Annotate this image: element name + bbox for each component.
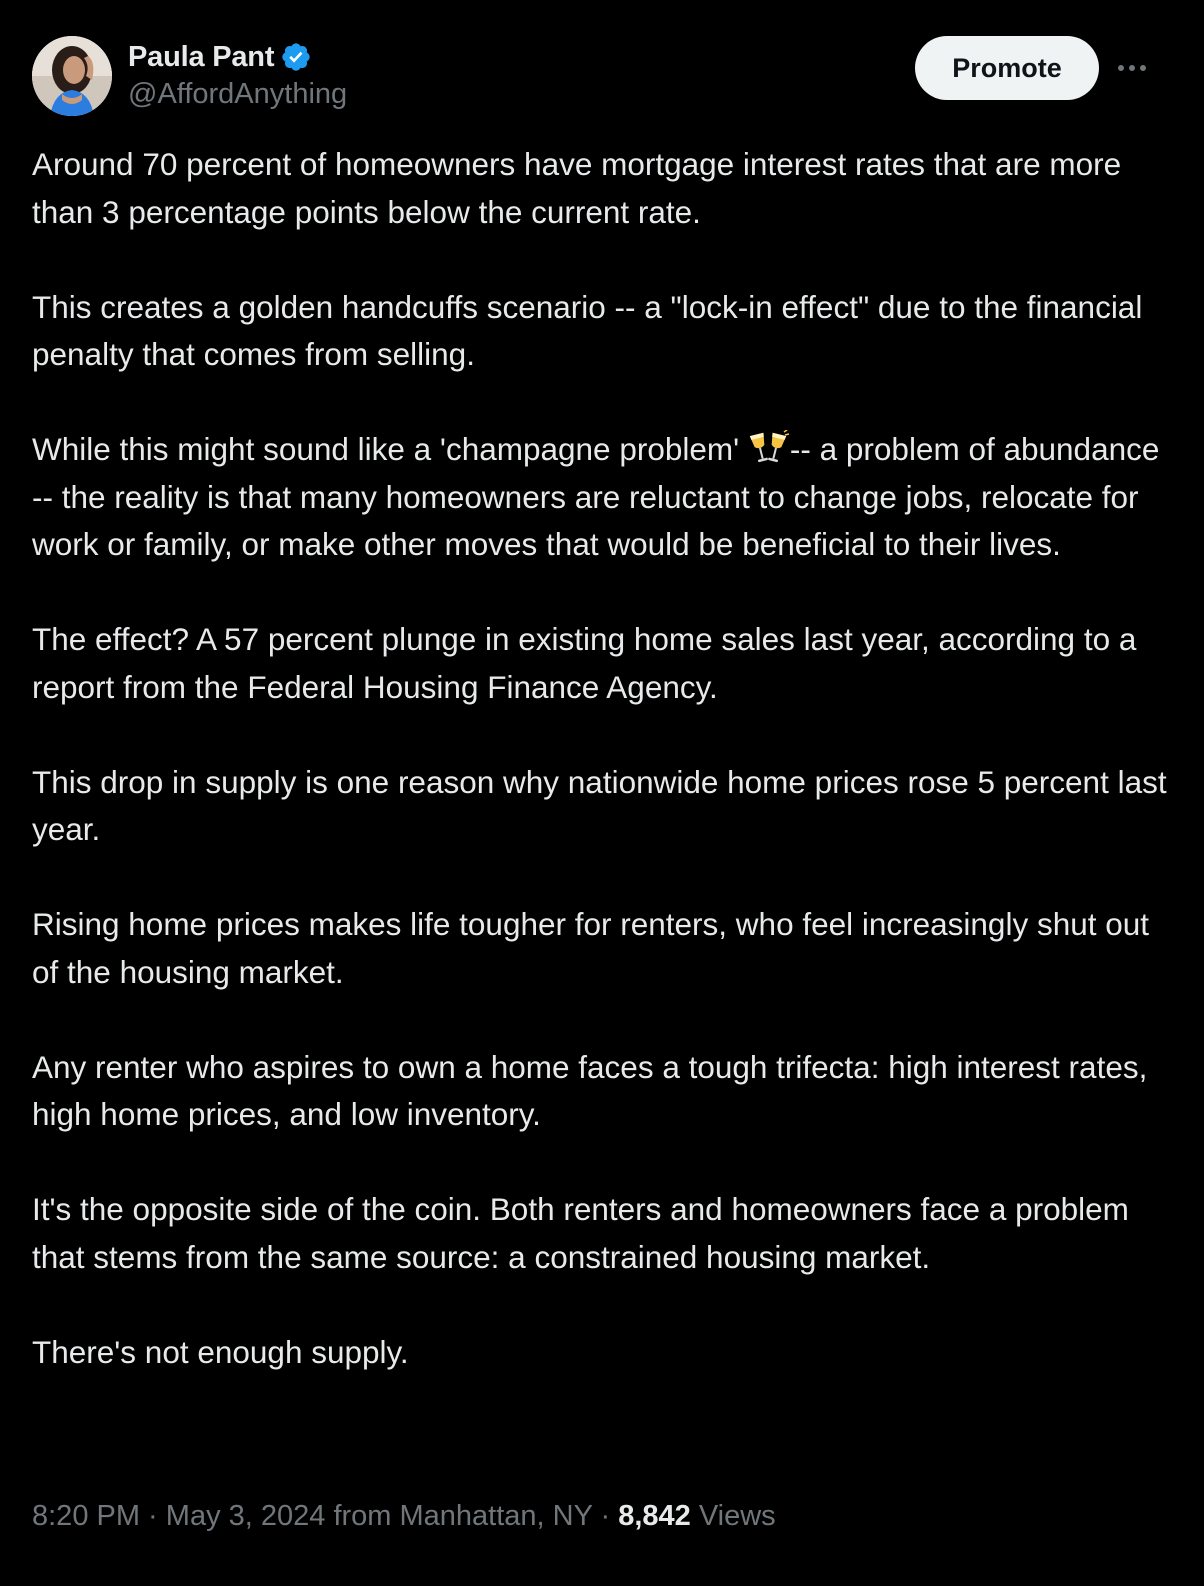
promote-button[interactable]: Promote — [915, 36, 1099, 100]
tweet-text-segment: While this might sound like a 'champagne problem' — [32, 431, 748, 467]
ellipsis-icon[interactable] — [1112, 50, 1152, 86]
tweet-header — [32, 36, 1172, 116]
meta-separator: · — [592, 1500, 619, 1532]
clinking-glasses-emoji-icon — [748, 430, 790, 466]
meta-separator: · — [140, 1500, 166, 1532]
verified-badge-icon[interactable] — [280, 41, 312, 73]
tweet-paragraph: This drop in supply is one reason why nationwide home prices rose 5 percent last year. — [32, 763, 1176, 847]
author-display-name[interactable]: Paula Pant — [128, 40, 275, 73]
tweet-paragraph: Any renter who aspires to own a home faces a tough trifecta: high interest rates, high home prices, and low inventory. — [32, 1048, 1157, 1132]
tweet-text — [32, 141, 1176, 1376]
tweet-paragraph: This creates a golden handcuffs scenario -- a "lock-in effect" due to the financial penalty that comes from selling. — [32, 288, 1152, 372]
tweet-paragraph — [32, 426, 1172, 569]
author-handle[interactable]: @AffordAnything — [128, 78, 348, 110]
tweet-date[interactable]: May 3, 2024 — [165, 1500, 326, 1532]
tweet-paragraph: There's not enough supply. — [32, 1333, 409, 1370]
author-avatar[interactable] — [32, 36, 112, 116]
tweet-meta — [32, 1500, 776, 1533]
tweet-paragraph: It's the opposite side of the coin. Both renters and homeowners face a problem that stems from the same source: a constrained housing market. — [32, 1191, 1138, 1275]
views-count[interactable]: 8,842 — [618, 1500, 691, 1532]
author-info — [128, 38, 347, 111]
tweet-paragraph: Rising home prices makes life tougher for renters, who feel increasingly shut out of the housing market. — [32, 906, 1158, 990]
author-name-row — [128, 38, 347, 76]
views-label[interactable]: Views — [690, 1500, 776, 1532]
tweet-text-segment: -- a problem of abundance -- the reality is that many homeowners are reluctant to change jobs, relocate for work or family, or make other moves that would be beneficial to their lives. — [32, 431, 1169, 562]
tweet-location: from Manhattan, NY — [325, 1500, 593, 1532]
tweet-paragraph: The effect? A 57 percent plunge in existing home sales last year, according to a report from the Federal Housing Finance Agency. — [32, 621, 1146, 705]
tweet-time[interactable]: 8:20 PM — [32, 1500, 140, 1532]
tweet-paragraph: Around 70 percent of homeowners have mortgage interest rates that are more than 3 percentage points below the current rate. — [32, 146, 1130, 230]
